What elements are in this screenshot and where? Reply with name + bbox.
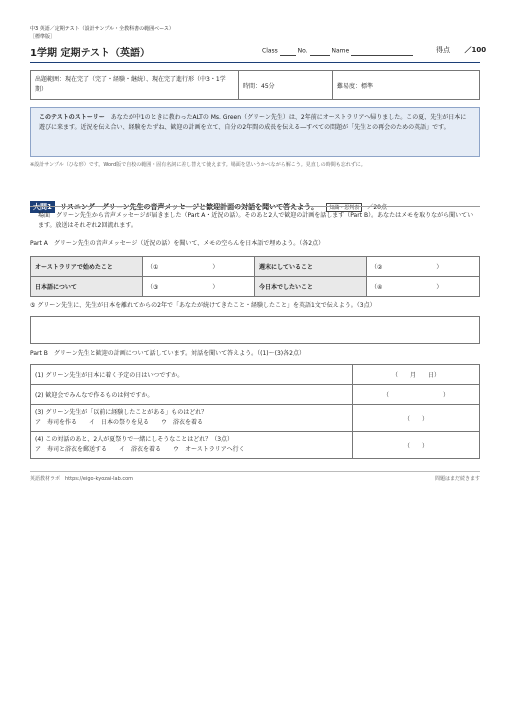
part-b-question-4-text: (4) この対話のあと、2人が夏祭りで一緒にしそうなことはどれ？（3点） [35, 436, 234, 444]
name-label: Name [331, 47, 350, 55]
range-cell: 出題範囲：現在完了（完了・経験・継続）、現在完了進行形（中3・1学期） [31, 71, 239, 100]
level-label: ［標準版］ [30, 34, 56, 40]
story-text: あなたが中1のときに教わったALTの Ms. Green（グリーン先生）は、2年前にオーストラリアへ帰りました。この夏、先生が日本に遊びに来ます。近況を伝え合い、経験をたずね、歓迎の計画を立て、自分の2年間の成長を伝える―すべての問題が「先生との再会のための英語」です。 [39, 114, 467, 131]
story-box [30, 107, 480, 157]
footer-site: 英語教材ラボ https://eigo-kyozai-lab.com [30, 476, 134, 482]
part-b-instruction: Part B グリーン先生と歓迎の計画について話しています。対話を聞いて答えよう。（(1)～(3)各2点） [30, 350, 305, 357]
section1-badge: 大問1 [30, 201, 55, 213]
class-field[interactable] [280, 47, 296, 56]
score-total: ／100 [464, 46, 487, 54]
part-b-answer-1[interactable]: （ 月 日） [353, 365, 480, 385]
section1-title: リスニング グリーン先生の音声メッセージと歓迎計画の対話を聞いて答えよう。 [59, 203, 319, 211]
memo-label: 今日本でしたいこと [255, 277, 367, 297]
section1-tag: 知識・思判表 [326, 203, 362, 212]
difficulty-cell: 難易度：標準 [333, 71, 480, 100]
memo-table [30, 256, 480, 297]
part-b-answer-2[interactable]: （ ） [353, 385, 480, 405]
part-b-answer-4[interactable]: （ ） [353, 432, 480, 459]
memo-label: オーストラリアで始めたこと [31, 257, 143, 277]
memo-label: 日本語について [31, 277, 143, 297]
memo-answer-4[interactable]: （④ ） [367, 277, 480, 297]
page-subtitle: 中3 英語／定期テスト（設計サンプル・全教科書の範囲ベース） [30, 26, 174, 32]
memo-label: 週末にしていること [255, 257, 367, 277]
part-b-question-3-choices: ア 寿司を作る イ 日本の祭りを見る ウ 浴衣を着る [35, 419, 204, 426]
memo-answer-3[interactable]: （③ ） [143, 277, 255, 297]
footer-rule [30, 471, 480, 472]
part-b-question-1: (1) グリーン先生が日本に着く予定の日はいつですか。 [31, 365, 353, 385]
memo-answer-1[interactable]: （① ） [143, 257, 255, 277]
number-label: No. [297, 47, 308, 55]
score-label: 得点 [436, 46, 450, 54]
part-b-answer-3[interactable]: （ ） [353, 405, 480, 432]
part-b-question-4 [31, 432, 353, 459]
part-b-question-3 [31, 405, 353, 432]
class-label: Class [262, 47, 278, 55]
number-field[interactable] [310, 47, 330, 56]
scene-text: 場面 グリーン先生から音声メッセージが届きました（Part A・近況の話）。そのあと2人で歓迎の計画を話します（Part B）。あなたはメモを取りながら聞いています。放送はそれぞれ2回流れます。 [38, 212, 474, 229]
student-info [262, 47, 413, 56]
part-b-question-4-choices: ア 寿司と浴衣を郵送する イ 浴衣を着る ウ オーストラリアへ行く [35, 446, 245, 453]
header-rule [30, 62, 480, 63]
sample-note: ※設計サンプル（ひな形）です。Word版で自校の範囲・固有名詞に差し替えて使えます。場面を思いうかべながら解こう。見直しの時間も忘れずに。 [30, 162, 366, 168]
memo-answer-2[interactable]: （② ） [367, 257, 480, 277]
question-5: ⑤ グリーン先生に、先生が日本を離れてからの2年で「あなたが続けてきたこと・経験したこと」を英語1文で伝えよう。（3点） [30, 302, 376, 309]
section1-rule [30, 206, 480, 207]
score-area [436, 46, 486, 56]
footer-continue: 問題はまだ続きます [434, 476, 480, 482]
page-title: 1学期 定期テスト（英語） [30, 48, 151, 59]
answer-box-5[interactable] [30, 316, 480, 344]
part-b-question-2: (2) 歓迎会でみんなで作るものは何ですか。 [31, 385, 353, 405]
part-a-instruction: Part A グリーン先生の音声メッセージ（近況の話）を聞いて、メモの空らんを日本語で埋めよう。（各2点） [30, 240, 325, 247]
section1-points: ／20点 [367, 204, 387, 211]
story-heading: このテストのストーリー [39, 114, 105, 121]
time-cell: 時間：45分 [239, 71, 333, 100]
name-field[interactable] [351, 47, 413, 56]
part-b-table [30, 364, 480, 459]
info-table [30, 70, 480, 100]
part-b-question-3-text: (3) グリーン先生が「以前に経験したことがある」ものはどれ？ [35, 409, 208, 417]
